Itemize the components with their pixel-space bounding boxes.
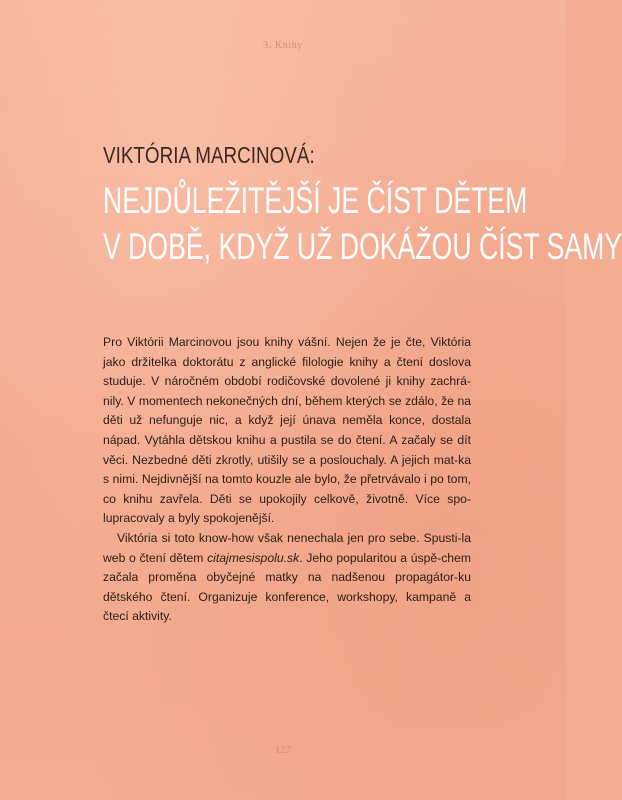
paragraph-2 xyxy=(103,529,471,627)
article-header xyxy=(103,142,622,270)
article-body xyxy=(103,333,471,627)
running-head: 3. Knihy xyxy=(263,40,303,51)
website-link: citajmesispolu.sk xyxy=(207,550,300,565)
article-title-line-2: V DOBĚ, KDYŽ UŽ DOKÁŽOU ČÍST SAMY xyxy=(103,226,622,267)
paragraph-2-text-end: . Jeho popularitou a úspě-chem začala proměna obyčejné matky na nadšenou propagátor-ku dětského čtení. Organizuje konference, workshopy, kampaně a čtecí aktivity. xyxy=(103,550,471,624)
article-title-line-1: NEJDŮLEŽITĚJŠÍ JE ČÍST DĚTEM xyxy=(103,180,528,221)
paragraph-1: Pro Viktórii Marcinovou jsou knihy vášní. Nejen že je čte, Viktória jako držitelka doktorátu z anglické filologie knihy a čtení doslova studuje. V náročném období rodičovské dovolené ji knihy zachrá-nily. V momentech nekonečných dní, během kterých se zdálo, že na děti už nefunguje nic, a když její únava neměla konce, dostala nápad. Vytáhla dětskou knihu a pustila se do čtení. A začaly se dít věci. Nezbedné děti zkrotly, utišily se a poslouchaly. A jejich mat-ka s nimi. Nejdivnější na tomto kouzle ale bylo, že přetrvávalo i po tom, co knihu zavřela. Děti se upokojily celkově, životně. Více spo-lupracovaly a byly spokojenější. xyxy=(103,335,471,526)
author-name: VIKTÓRIA MARCINOVÁ: xyxy=(103,142,315,168)
page-number: 127 xyxy=(274,744,292,756)
paragraph-2-text-start: Viktória si toto know-how však nenechala jen pro sebe. Spusti-la web o čtení dětem xyxy=(103,530,471,565)
